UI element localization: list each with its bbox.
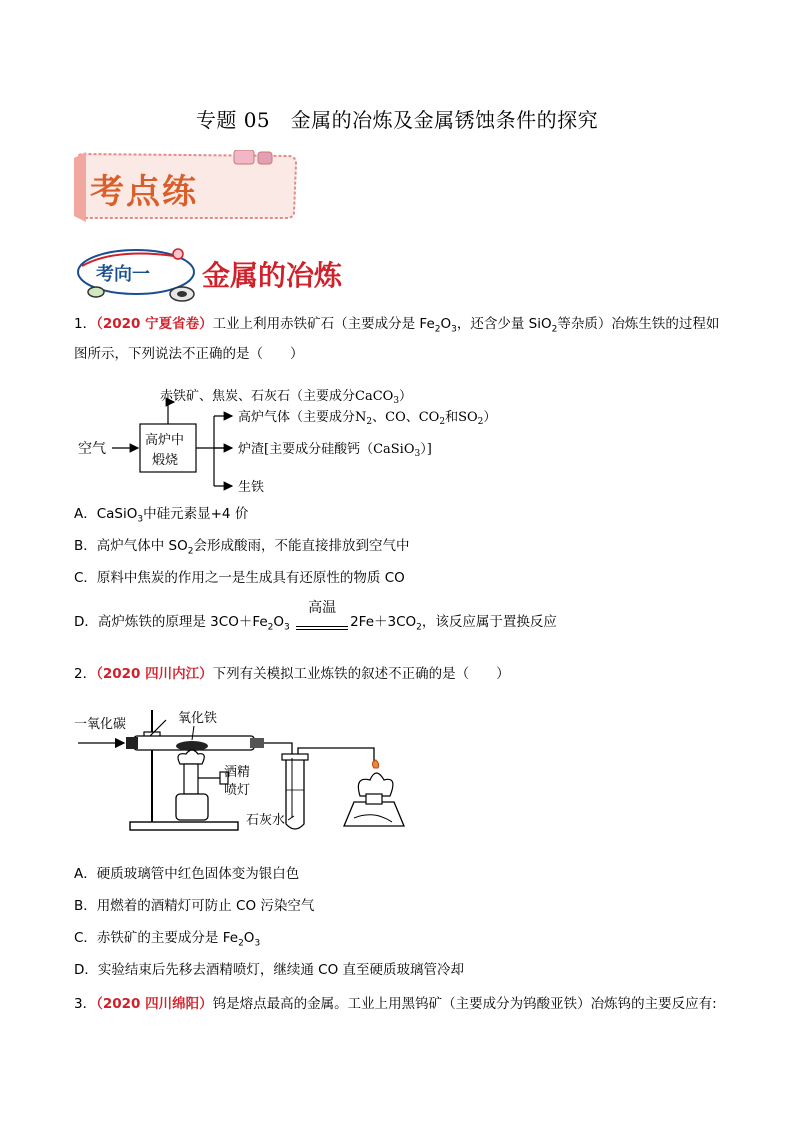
air-label: 空气 (78, 441, 106, 457)
furnace-gas-label: 高炉气体（主要成分$N_2$、CO、$CO_2$和$SO_2$） (238, 410, 497, 427)
q1-option-a[interactable]: A．CaSiO$_3$中硅元素显+4 价 (74, 506, 249, 525)
q1-option-d[interactable]: D．高炉炼铁的原理是 $3CO+Fe_2O_3$ 高温 $2Fe+3CO_2$，该反应属于置换反应 (74, 612, 734, 638)
question-number: 2． (74, 666, 97, 682)
option-text: O (243, 930, 255, 946)
option-text: 会形成酸雨，不能直接排放到空气中 (193, 538, 410, 554)
lamp-label-2: 喷灯 (224, 783, 251, 798)
option-text: D．实验结束后先移去酒精喷灯，继续通 CO 直至硬质玻璃管冷却 (74, 962, 465, 978)
slag-label: 炉渣[主要成分硅酸钙（CaSiO$_3$）] (238, 442, 432, 459)
question-source: （2020 四川绵阳） (96, 996, 213, 1012)
iron-smelting-apparatus-diagram (74, 706, 474, 838)
question-text: O (440, 316, 452, 332)
q2-option-d[interactable] (74, 960, 734, 980)
question-2-stem (74, 662, 734, 686)
furnace-label-1: 高炉中 (145, 433, 185, 448)
condition-label: 高温 (308, 599, 337, 616)
option-text: B．高炉气体中 SO (74, 538, 188, 554)
q2-option-b[interactable] (74, 896, 734, 916)
q1-option-b[interactable]: B．高炉气体中 $SO_2$会形成酸雨，不能直接排放到空气中 (74, 538, 410, 557)
q2-option-a[interactable] (74, 864, 734, 884)
question-number: 1． (74, 316, 97, 332)
banner-text: 考点练 (90, 172, 198, 212)
question-number: 3． (74, 996, 97, 1012)
reaction-condition (294, 599, 350, 638)
question-3-stem (74, 992, 734, 1016)
question-1-stem: 1．（2020 宁夏省卷）工业上利用赤铁矿石（主要成分是 $Fe_2O_3$，还含少量 SiO$_2$等杂质）冶炼生铁的过程如 图所示，下列说法不正确的是（ ） (74, 316, 720, 362)
limewater-label: 石灰水 (246, 813, 286, 828)
question-text: 钨是熔点最高的金属。工业上用黑钨矿（主要成分为钨酸亚铁）冶炼钨的主要反应有: (212, 996, 717, 1012)
iron-oxide-label: 氧化铁 (178, 711, 218, 726)
question-text: ，还含少量 SiO (456, 316, 552, 332)
section-badge-text: 考向一 (96, 264, 150, 285)
option-text: 2Fe＋3CO (350, 614, 417, 630)
option-text: B．用燃着的酒精灯可防止 CO 污染空气 (74, 898, 315, 914)
page-title: 专题 05 金属的冶炼及金属锈蚀条件的探究 (195, 108, 599, 132)
question-text: 工业上利用赤铁矿石（主要成分是 Fe (212, 316, 435, 332)
option-text: D．高炉炼铁的原理是 3CO＋Fe (74, 614, 268, 630)
furnace-label-2: 煅烧 (152, 453, 179, 468)
raw-materials-label: 赤铁矿、焦炭、石灰石（主要成分CaCO$_3$） (160, 389, 413, 406)
option-text: A．硬质玻璃管中红色固体变为银白色 (74, 866, 300, 882)
option-text: C．赤铁矿的主要成分是 Fe (74, 930, 239, 946)
q2-option-c[interactable]: C．赤铁矿的主要成分是 $Fe_2O_3$ (74, 930, 261, 949)
q1-option-c[interactable] (74, 568, 734, 588)
option-text: ，该反应属于置换反应 (421, 614, 557, 630)
option-text: 中硅元素显+4 价 (143, 506, 249, 522)
question-text: 下列有关模拟工业炼铁的叙述不正确的是（ ） (212, 666, 510, 682)
pig-iron-label: 生铁 (238, 480, 265, 495)
blast-furnace-flow-diagram (74, 380, 534, 500)
question-source: （2020 宁夏省卷） (96, 316, 213, 332)
question-text: 等杂质）冶炼生铁的过程如 (557, 316, 720, 332)
kaodianlian-banner (72, 150, 302, 222)
lamp-label-1: 酒精 (224, 765, 251, 780)
option-text: A．CaSiO (74, 506, 138, 522)
question-source: （2020 四川内江） (96, 666, 213, 682)
equals-sign (296, 626, 348, 630)
co-label: 一氧化碳 (74, 717, 127, 732)
option-text: C．原料中焦炭的作用之一是生成具有还原性的物质 CO (74, 570, 405, 586)
question-text: 图所示，下列说法不正确的是（ ） (74, 345, 304, 362)
section-heading (74, 244, 404, 306)
section-title: 金属的冶炼 (202, 259, 343, 292)
